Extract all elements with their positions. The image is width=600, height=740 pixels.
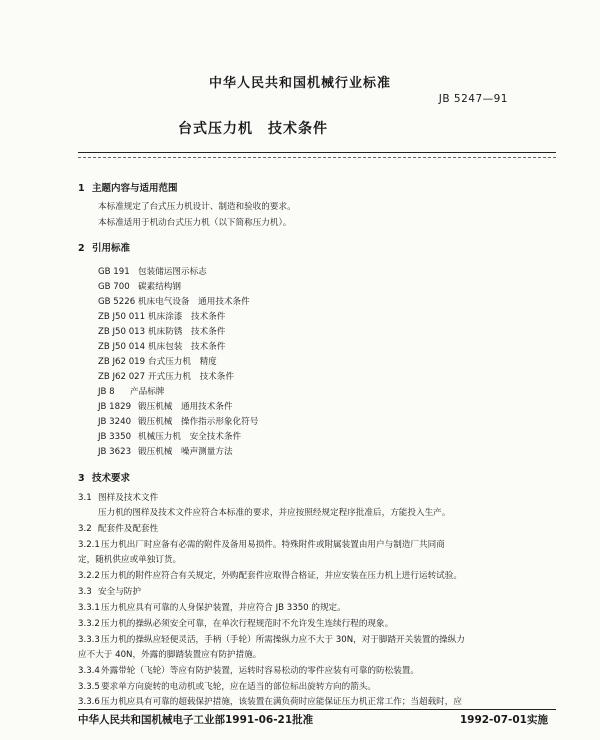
header-rule-bottom xyxy=(78,157,556,158)
referenced-standard xyxy=(98,355,217,367)
referenced-standard xyxy=(98,415,258,427)
section-1-heading xyxy=(78,180,178,194)
referenced-standard xyxy=(98,310,225,322)
standard-code-cell: ZB J62 027 xyxy=(98,372,146,382)
section-1-paragraph-1: 本标准规定了台式压力机设计、制造和验收的要求。 xyxy=(98,202,296,212)
clause-3-2-1 xyxy=(78,538,445,550)
standard-name-cell: 台式压力机 精度 xyxy=(148,357,217,367)
referenced-standard xyxy=(98,325,225,337)
standard-code-cell: ZB J62 019 xyxy=(98,357,146,367)
standard-name-cell: 机床电气设备 通用技术条件 xyxy=(138,297,250,307)
clause-3-3-6 xyxy=(78,695,462,707)
clause-number: 3.2 xyxy=(78,524,92,534)
standard-name-cell: 机床防锈 技术条件 xyxy=(148,327,226,337)
section-1-title: 主题内容与适用范围 xyxy=(92,183,178,194)
clause-title: 图样及技术文件 xyxy=(98,493,159,503)
clause-3-1-heading xyxy=(78,491,158,503)
clause-3-2-heading xyxy=(78,522,158,534)
clause-number: 3.3.3 xyxy=(78,635,100,645)
standard-name-cell: 碳素结构钢 xyxy=(138,282,181,292)
section-1-paragraph-2: 本标准适用于机动台式压力机（以下简称压力机）。 xyxy=(98,218,292,228)
standard-code-cell: GB 5226 xyxy=(98,297,136,307)
referenced-standard xyxy=(98,295,250,307)
clause-3-1-text: 压力机的图样及技术文件应符合本标准的要求，并应按照经规定程序批准后，方能投入生产。 xyxy=(98,508,451,518)
approval-line: 中华人民共和国机械电子工业部1991-06-21批准 xyxy=(78,714,314,726)
standard-title: 中华人民共和国机械行业标准 xyxy=(208,76,391,91)
footer-rule xyxy=(78,709,556,710)
clause-text: 压力机的操纵必须安全可靠，在单次行程规范时不允许发生连续行程的现象。 xyxy=(101,619,394,629)
standard-name-cell: 机械压力机 安全技术条件 xyxy=(138,432,242,442)
clause-number: 3.3 xyxy=(78,587,92,597)
clause-number: 3.3.2 xyxy=(78,619,100,629)
standard-code: JB 5247—91 xyxy=(438,93,508,105)
clause-text: 压力机的操纵应轻便灵活，手柄（手轮）所需操纵力应不大于 30N，对于脚踏开关装置的操纵力 xyxy=(101,635,465,645)
referenced-standard xyxy=(98,400,233,412)
clause-text: 压力机出厂时应备有必需的附件及备用易损件。特殊附件或附属装置由用户与制造厂共同商 xyxy=(101,540,445,550)
standard-code-cell: JB 3350 xyxy=(98,432,132,442)
clause-title: 安全与防护 xyxy=(98,587,141,597)
clause-3-2-1-continuation: 定，随机供应或单独订货。 xyxy=(78,555,182,565)
clause-number: 3.3.1 xyxy=(78,603,100,613)
clause-3-3-3 xyxy=(78,633,465,645)
clause-text: 要求单方向旋转的电动机或飞轮，应在适当的部位标出旋转方向的箭头。 xyxy=(101,682,377,692)
header-rule-top xyxy=(78,152,556,153)
section-1-number: 1 xyxy=(78,183,85,194)
referenced-standard xyxy=(98,430,241,442)
referenced-standard xyxy=(98,265,207,277)
document-title: 台式压力机 技术条件 xyxy=(178,121,328,137)
standard-code-cell: ZB J50 014 xyxy=(98,342,146,352)
clause-text: 压力机的附件应符合有关规定，外购配套件应取得合格证，并应安装在压力机上进行运转试验。 xyxy=(101,571,462,581)
referenced-standard xyxy=(98,280,181,292)
clause-number: 3.3.5 xyxy=(78,682,100,692)
standard-name-cell: 机床包装 技术条件 xyxy=(148,342,226,352)
standard-name-cell: 开式压力机 技术条件 xyxy=(148,372,234,382)
clause-number: 3.2.2 xyxy=(78,571,100,581)
standard-name-cell: 机床涂漆 技术条件 xyxy=(148,312,226,322)
effective-date: 1992-07-01实施 xyxy=(459,714,548,726)
clause-number: 3.3.4 xyxy=(78,666,100,676)
standard-code-cell: JB 1829 xyxy=(98,402,132,412)
referenced-standard xyxy=(98,340,225,352)
standard-code-cell: JB 8 xyxy=(98,387,115,397)
clause-text: 压力机应具有可靠的超载保护措施，该装置在满负荷时应能保证压力机正常工作；当超载时，应 xyxy=(101,697,462,707)
section-3-heading xyxy=(78,470,130,484)
section-2-title: 引用标准 xyxy=(92,243,131,254)
standard-name-cell: 锻压机械 通用技术条件 xyxy=(138,402,233,412)
clause-3-3-heading xyxy=(78,585,141,597)
referenced-standard xyxy=(98,445,233,457)
standard-name-cell: 产品标牌 xyxy=(130,387,165,397)
section-2-heading xyxy=(78,240,130,254)
clause-text: 压力机应具有可靠的人身保护装置，并应符合 JB 3350 的规定。 xyxy=(101,603,346,613)
clause-title: 配套件及配套性 xyxy=(98,524,159,534)
standard-code-cell: JB 3623 xyxy=(98,447,132,457)
clause-3-3-1 xyxy=(78,601,346,613)
section-3-title: 技术要求 xyxy=(92,473,131,484)
clause-3-2-2 xyxy=(78,569,462,581)
standard-name-cell: 锻压机械 操作指示形象化符号 xyxy=(138,417,259,427)
standard-name-cell: 锻压机械 噪声测量方法 xyxy=(138,447,233,457)
standard-code-cell: GB 191 xyxy=(98,267,130,277)
clause-3-3-3-continuation: 应不大于 40N，外露的脚踏装置应有防护措施。 xyxy=(78,650,262,660)
standard-code-cell: GB 700 xyxy=(98,282,130,292)
clause-3-3-5 xyxy=(78,680,376,692)
referenced-standard xyxy=(98,370,234,382)
clause-number: 3.1 xyxy=(78,493,92,503)
clause-3-3-4 xyxy=(78,664,419,676)
standard-code-cell: ZB J50 011 xyxy=(98,312,146,322)
clause-number: 3.2.1 xyxy=(78,540,100,550)
referenced-standard xyxy=(98,385,164,397)
standard-code-cell: ZB J50 013 xyxy=(98,327,146,337)
standard-code-cell: JB 3240 xyxy=(98,417,132,427)
standard-name-cell: 包装储运图示标志 xyxy=(138,267,207,277)
section-2-number: 2 xyxy=(78,243,85,254)
clause-3-3-2 xyxy=(78,617,393,629)
section-3-number: 3 xyxy=(78,473,85,484)
clause-number: 3.3.6 xyxy=(78,697,100,707)
clause-text: 外露带轮（飞轮）等应有防护装置，运转时容易松动的零件应装有可靠的防松装置。 xyxy=(101,666,419,676)
